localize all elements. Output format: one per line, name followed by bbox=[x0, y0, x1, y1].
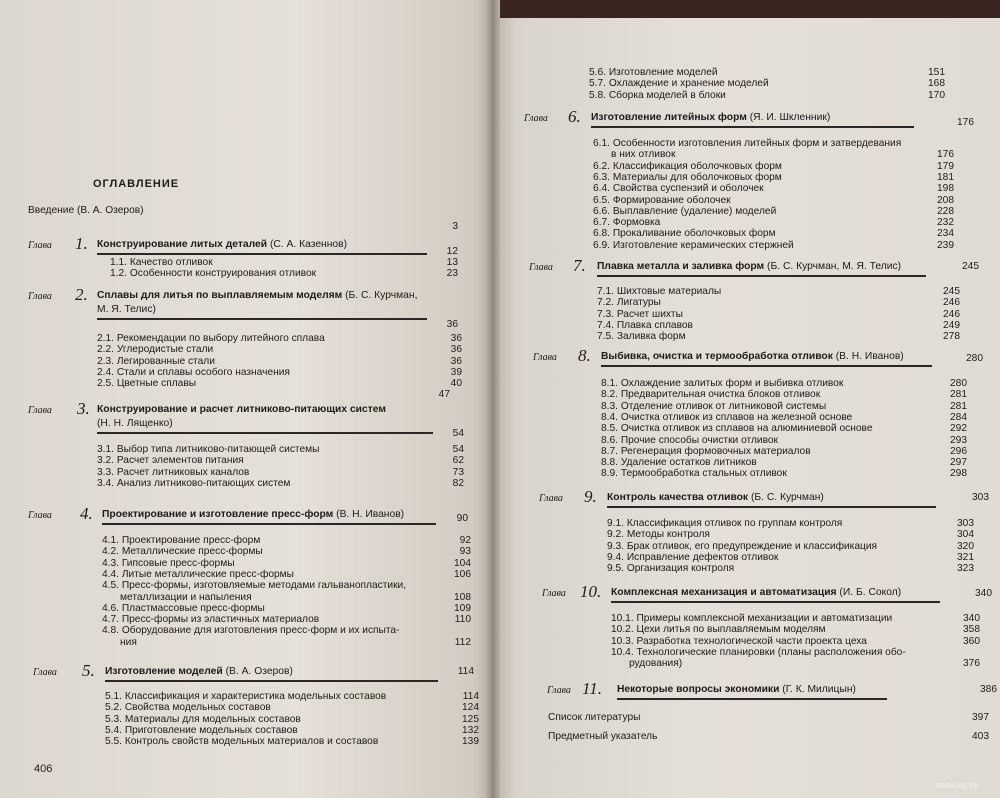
section-entry-label: 7.5. Заливка форм bbox=[597, 331, 686, 343]
chapter-title-bold: Изготовление моделей bbox=[105, 666, 223, 677]
chapter-page: 114 bbox=[457, 666, 474, 677]
section-entry-label: 3.3. Расчет литниковых каналов bbox=[97, 466, 250, 478]
section-entry-page: 93 bbox=[459, 546, 471, 558]
section-entry-label: 3.4. Анализ литниково-питающих систем bbox=[97, 477, 291, 489]
section-entry-label: 9.4. Исправление дефектов отливок bbox=[607, 551, 779, 563]
section-entry-page: 36 bbox=[450, 344, 462, 356]
chapter-rule bbox=[591, 126, 914, 128]
section-page: 47 bbox=[438, 389, 450, 400]
chapter-title bbox=[97, 239, 347, 251]
chapter-title bbox=[97, 290, 417, 302]
section-entry-label: 4.7. Пресс-формы из эластичных материалов bbox=[102, 614, 320, 626]
chapter-number: 11. bbox=[582, 679, 602, 698]
chapter-title bbox=[102, 509, 404, 521]
section-entry-page: 36 bbox=[450, 355, 462, 367]
section-entry-page: 39 bbox=[450, 366, 462, 378]
section-entry-label-cont: рудования) bbox=[629, 658, 683, 670]
section-entry-page: 321 bbox=[957, 551, 974, 563]
chapter-page: 54 bbox=[452, 428, 464, 439]
section-entry-page: 132 bbox=[462, 724, 479, 736]
section-entry-page: 234 bbox=[937, 228, 954, 240]
chapter-title-bold: Изготовление литейных форм bbox=[591, 112, 747, 123]
back-matter-label: Предметный указатель bbox=[548, 731, 658, 742]
section-entry-page: 54 bbox=[452, 444, 464, 455]
chapter-rule bbox=[601, 365, 932, 367]
section-entry-label: 10.2. Цехи литья по выплавляемым моделям bbox=[611, 624, 826, 636]
section-entry-page: 36 bbox=[450, 333, 462, 344]
section-entry-label: 2.4. Стали и сплавы особого назначения bbox=[97, 366, 290, 378]
chapter-authors: (В. Н. Иванов) bbox=[832, 351, 904, 362]
section-entry-page: 284 bbox=[950, 411, 967, 423]
chapter-title bbox=[611, 587, 901, 599]
chapter-title-bold: Конструирование и расчет литниково-питающих систем bbox=[97, 404, 386, 415]
chapter-title-bold: Сплавы для литья по выплавляемым моделям bbox=[97, 290, 343, 301]
chapter-rule bbox=[102, 523, 436, 525]
section-entry-label: 6.1. Особенности изготовления литейных форм и затвердевания bbox=[593, 138, 902, 149]
back-matter-label: Список литературы bbox=[548, 712, 641, 723]
section-entry-label: 3.2. Расчет элементов питания bbox=[97, 455, 244, 467]
section-entry-page: 376 bbox=[963, 658, 980, 670]
chapter-authors: (Г. К. Милицын) bbox=[779, 684, 856, 695]
section-entry-page: 278 bbox=[943, 331, 960, 343]
intro-entry-page: 3 bbox=[452, 221, 458, 232]
section-entry-label: 8.1. Охлаждение залитых форм и выбивка отливок bbox=[601, 378, 844, 389]
section-entry-page: 106 bbox=[454, 568, 471, 580]
section-entry-label: 2.5. Цветные сплавы bbox=[97, 378, 197, 390]
chapter-authors: (Б. С. Курчман, bbox=[342, 290, 418, 301]
section-entry-label: 1.1. Качество отливок bbox=[110, 257, 213, 268]
chapter-glava-label: Глава bbox=[529, 262, 553, 273]
chapter-number: 4. bbox=[80, 504, 93, 523]
chapter-authors: (Б. С. Курчман, М. Я. Телис) bbox=[764, 261, 902, 272]
section-entry-page: 297 bbox=[950, 457, 967, 469]
section-entry-page: 303 bbox=[957, 518, 974, 529]
chapter-glava-label: Глава bbox=[28, 405, 52, 416]
section-entry-page: 82 bbox=[452, 477, 464, 489]
section-entry-label: 6.2. Классификация оболочковых форм bbox=[593, 160, 782, 172]
section-entry-label-cont: металлизации и напыления bbox=[120, 591, 252, 603]
section-entry-label: 8.9. Термообработка стальных отливок bbox=[601, 468, 787, 480]
section-entry-label: 9.2. Методы контроля bbox=[607, 529, 710, 541]
chapter-number: 3. bbox=[77, 399, 90, 418]
chapter-glava-label: Глава bbox=[28, 240, 52, 251]
chapter-rule bbox=[97, 253, 427, 255]
section-entry-page: 198 bbox=[937, 183, 954, 195]
chapter-title-bold: Комплексная механизация и автоматизация bbox=[611, 587, 837, 598]
chapter-rule bbox=[97, 432, 433, 434]
chapter-title bbox=[617, 684, 856, 696]
chapter-page: 90 bbox=[456, 513, 468, 524]
section-entry-label: 3.1. Выбор типа литниково-питающей системы bbox=[97, 444, 320, 455]
section-entry-page: 358 bbox=[963, 624, 980, 636]
chapter-title bbox=[591, 112, 830, 124]
section-entry-page: 109 bbox=[454, 602, 471, 614]
chapter-authors: (В. А. Озеров) bbox=[222, 666, 293, 677]
section-entry-label: 5.1. Классификация и характеристика модельных составов bbox=[105, 691, 387, 702]
section-entry-label: 10.4. Технологические планировки (планы расположения обо- bbox=[611, 646, 906, 658]
section-entry-label: 5.6. Изготовление моделей bbox=[589, 67, 718, 78]
chapter-page: 386 bbox=[980, 684, 997, 695]
chapter-title-bold: Контроль качества отливок bbox=[607, 492, 749, 503]
section-entry-page: 298 bbox=[950, 468, 967, 480]
chapter-title-bold: Плавка металла и заливка форм bbox=[597, 261, 765, 272]
section-entry-page: 281 bbox=[950, 389, 967, 401]
section-entry-label: 6.4. Свойства суспензий и оболочек bbox=[593, 183, 764, 195]
section-entry-page: 232 bbox=[937, 217, 954, 229]
chapter-title bbox=[601, 351, 904, 363]
section-entry-page: 246 bbox=[943, 308, 960, 320]
section-entry-page: 304 bbox=[957, 529, 974, 541]
section-entry-label: 10.3. Разработка технологической части проекта цеха bbox=[611, 635, 867, 647]
section-entry-page: 13 bbox=[446, 257, 458, 268]
chapter-title-bold: Конструирование литых деталей bbox=[97, 239, 268, 250]
book-gutter bbox=[486, 0, 500, 798]
section-entry-page: 176 bbox=[937, 149, 954, 161]
section-entry-label: 5.4. Приготовление модельных составов bbox=[105, 724, 298, 736]
section-entry-page: 292 bbox=[950, 423, 967, 435]
section-entry-label: 8.7. Регенерация формовочных материалов bbox=[601, 445, 811, 457]
chapter-glava-label: Глава bbox=[542, 588, 566, 599]
section-entry-page: 208 bbox=[937, 194, 954, 206]
chapter-glava-label: Глава bbox=[539, 493, 563, 504]
chapter-title bbox=[607, 492, 824, 504]
chapter-authors: (С. А. Казеннов) bbox=[267, 239, 348, 250]
section-entry-page: 320 bbox=[957, 540, 974, 552]
section-entry-label: 8.2. Предварительная очистка блоков отливок bbox=[601, 389, 821, 401]
section-entry-label: 5.2. Свойства модельных составов bbox=[105, 702, 271, 714]
section-entry-page: 40 bbox=[450, 378, 462, 390]
section-entry-label: 8.8. Удаление остатков литников bbox=[601, 457, 757, 469]
section-entry-page: 62 bbox=[452, 455, 464, 467]
section-entry-label-cont: ния bbox=[120, 636, 137, 648]
section-entry-page: 112 bbox=[454, 636, 471, 648]
section-entry-page: 228 bbox=[937, 205, 954, 217]
chapter-number: 5. bbox=[82, 661, 95, 680]
section-entry-label: 8.6. Прочие способы очистки отливок bbox=[601, 434, 779, 446]
chapter-number: 2. bbox=[75, 285, 88, 304]
chapter-number: 7. bbox=[573, 256, 586, 275]
chapter-rule bbox=[597, 275, 926, 277]
section-entry-label: 9.3. Брак отливок, его предупреждение и классификация bbox=[607, 540, 878, 552]
chapter-authors: (Я. И. Шкленник) bbox=[746, 112, 831, 123]
chapter-number: 6. bbox=[568, 107, 581, 126]
section-entry-page: 124 bbox=[462, 702, 479, 714]
section-entry-label: 2.2. Углеродистые стали bbox=[97, 344, 214, 356]
toc-title: ОГЛАВЛЕНИЕ bbox=[93, 178, 180, 190]
chapter-number: 10. bbox=[580, 582, 602, 601]
chapter-title bbox=[597, 261, 901, 273]
section-entry-label: 6.5. Формирование оболочек bbox=[593, 194, 731, 206]
section-entry-page: 245 bbox=[943, 286, 960, 297]
section-entry-page: 181 bbox=[937, 171, 954, 183]
section-entry-label: 7.3. Расчет шихты bbox=[597, 308, 683, 320]
section-entry-label: 1.2. Особенности конструирования отливок bbox=[110, 268, 317, 280]
section-entry-label: 6.6. Выплавление (удаление) моделей bbox=[593, 205, 777, 217]
section-entry-label: 7.1. Шихтовые материалы bbox=[597, 286, 722, 297]
section-entry-page: 323 bbox=[957, 563, 974, 575]
chapter-title-bold: Выбивка, очистка и термообработка отливок bbox=[601, 351, 833, 362]
section-entry-page: 293 bbox=[950, 434, 967, 446]
section-entry-label: 2.3. Легированные стали bbox=[97, 355, 215, 367]
section-entry-label: 4.8. Оборудование для изготовления пресс-форм и их испыта- bbox=[102, 625, 400, 637]
chapter-authors: (И. Б. Сокол) bbox=[836, 587, 902, 598]
section-entry-page: 340 bbox=[963, 613, 980, 624]
chapter-rule bbox=[105, 680, 438, 682]
chapter-glava-label: Глава bbox=[28, 510, 52, 521]
section-entry-label: 8.3. Отделение отливок от литниковой системы bbox=[601, 400, 827, 412]
section-entry-label: 10.1. Примеры комплексной механизации и автоматизации bbox=[611, 613, 893, 624]
section-entry-page: 170 bbox=[928, 89, 945, 101]
section-entry-label: 9.1. Классификация отливок по группам контроля bbox=[607, 518, 843, 529]
chapter-rule bbox=[617, 698, 887, 700]
chapter-page: 176 bbox=[957, 117, 974, 128]
section-entry-page: 110 bbox=[454, 614, 471, 626]
section-entry-page: 280 bbox=[950, 378, 967, 389]
section-entry-label: 4.5. Пресс-формы, изготовляемые методами гальванопластики, bbox=[102, 580, 407, 592]
chapter-rule bbox=[97, 318, 427, 320]
section-entry-page: 23 bbox=[446, 268, 458, 280]
page-number-folio: 406 bbox=[34, 763, 53, 775]
section-entry-label: 6.7. Формовка bbox=[593, 217, 661, 229]
chapter-page: 340 bbox=[975, 588, 992, 599]
section-entry-label: 6.8. Прокаливание оболочковых форм bbox=[593, 228, 776, 240]
section-entry-page: 73 bbox=[452, 466, 464, 478]
section-entry-page: 281 bbox=[950, 400, 967, 412]
section-entry-page: 139 bbox=[462, 736, 479, 748]
section-entry-label: 4.2. Металлические пресс-формы bbox=[102, 546, 263, 558]
section-entry-page: 108 bbox=[454, 591, 471, 603]
section-entry-label: 5.3. Материалы для модельных составов bbox=[105, 713, 301, 725]
chapter-number: 8. bbox=[578, 346, 591, 365]
section-entry-page: 104 bbox=[454, 557, 471, 569]
section-entry-page: 249 bbox=[943, 319, 960, 331]
section-entry-label: 4.1. Проектирование пресс-форм bbox=[102, 535, 261, 546]
section-entry-page: 114 bbox=[462, 691, 479, 702]
section-entry-page: 125 bbox=[462, 713, 479, 725]
chapter-glava-label: Глава bbox=[33, 667, 57, 678]
chapter-authors: (Б. С. Курчман) bbox=[748, 492, 824, 503]
chapter-rule bbox=[611, 601, 940, 603]
section-entry-label: 5.7. Охлаждение и хранение моделей bbox=[589, 78, 769, 90]
section-entry-label: 8.4. Очистка отливок из сплавов на железной основе bbox=[601, 411, 853, 423]
chapter-title-bold: Некоторые вопросы экономики bbox=[617, 684, 780, 695]
section-entry-page: 296 bbox=[950, 445, 967, 457]
section-entry-page: 151 bbox=[928, 67, 945, 78]
chapter-title bbox=[97, 404, 386, 416]
section-entry-label: 5.5. Контроль свойств модельных материалов и составов bbox=[105, 736, 379, 748]
section-entry-label: 7.2. Лигатуры bbox=[597, 297, 661, 309]
chapter-page: 12 bbox=[446, 246, 458, 257]
chapter-glava-label: Глава bbox=[533, 352, 557, 363]
chapter-number: 9. bbox=[584, 487, 597, 506]
section-entry-page: 92 bbox=[459, 535, 471, 546]
chapter-title-line2: (Н. Н. Лященко) bbox=[97, 418, 173, 429]
chapter-title bbox=[105, 666, 293, 678]
section-entry-page: 360 bbox=[963, 635, 980, 647]
section-entry-page: 179 bbox=[937, 160, 954, 172]
chapter-title-bold: Проектирование и изготовление пресс-форм bbox=[102, 509, 334, 520]
section-entry-label-cont: в них отливок bbox=[611, 149, 676, 161]
chapter-glava-label: Глава bbox=[547, 685, 571, 696]
section-entry-page: 168 bbox=[928, 78, 945, 90]
chapter-title-line2: М. Я. Телис) bbox=[97, 304, 156, 315]
chapter-page: 36 bbox=[446, 319, 458, 330]
chapter-page: 303 bbox=[972, 492, 989, 503]
section-entry-label: 8.5. Очистка отливок из сплавов на алюминиевой основе bbox=[601, 423, 873, 435]
chapter-authors: (В. Н. Иванов) bbox=[333, 509, 405, 520]
section-entry-page: 239 bbox=[937, 239, 954, 251]
chapter-page: 245 bbox=[962, 261, 979, 272]
chapter-number: 1. bbox=[75, 234, 88, 253]
section-entry-label: 4.6. Пластмассовые пресс-формы bbox=[102, 602, 265, 614]
section-entry-page: 246 bbox=[943, 297, 960, 309]
chapter-glava-label: Глава bbox=[28, 291, 52, 302]
back-matter-page: 403 bbox=[972, 731, 989, 742]
section-entry-label: 4.3. Гипсовые пресс-формы bbox=[102, 557, 235, 569]
section-entry-label: 7.4. Плавка сплавов bbox=[597, 319, 693, 331]
section-entry-label: 9.5. Организация контроля bbox=[607, 563, 735, 575]
section-entry-label: 2.1. Рекомендации по выбору литейного сплава bbox=[97, 333, 325, 344]
chapter-rule bbox=[607, 506, 936, 508]
section-entry-label: 6.9. Изготовление керамических стержней bbox=[593, 239, 794, 251]
section-entry-label: 4.4. Литые металлические пресс-формы bbox=[102, 568, 294, 580]
chapter-glava-label: Глава bbox=[524, 113, 548, 124]
watermark-text: www.ay.by bbox=[936, 780, 979, 790]
section-entry-label: 5.8. Сборка моделей в блоки bbox=[589, 89, 726, 101]
section-entry-label: 6.3. Материалы для оболочковых форм bbox=[593, 171, 782, 183]
back-matter-page: 397 bbox=[972, 712, 989, 723]
chapter-page: 280 bbox=[966, 353, 983, 364]
intro-entry-label: Введение (В. А. Озеров) bbox=[28, 205, 144, 216]
